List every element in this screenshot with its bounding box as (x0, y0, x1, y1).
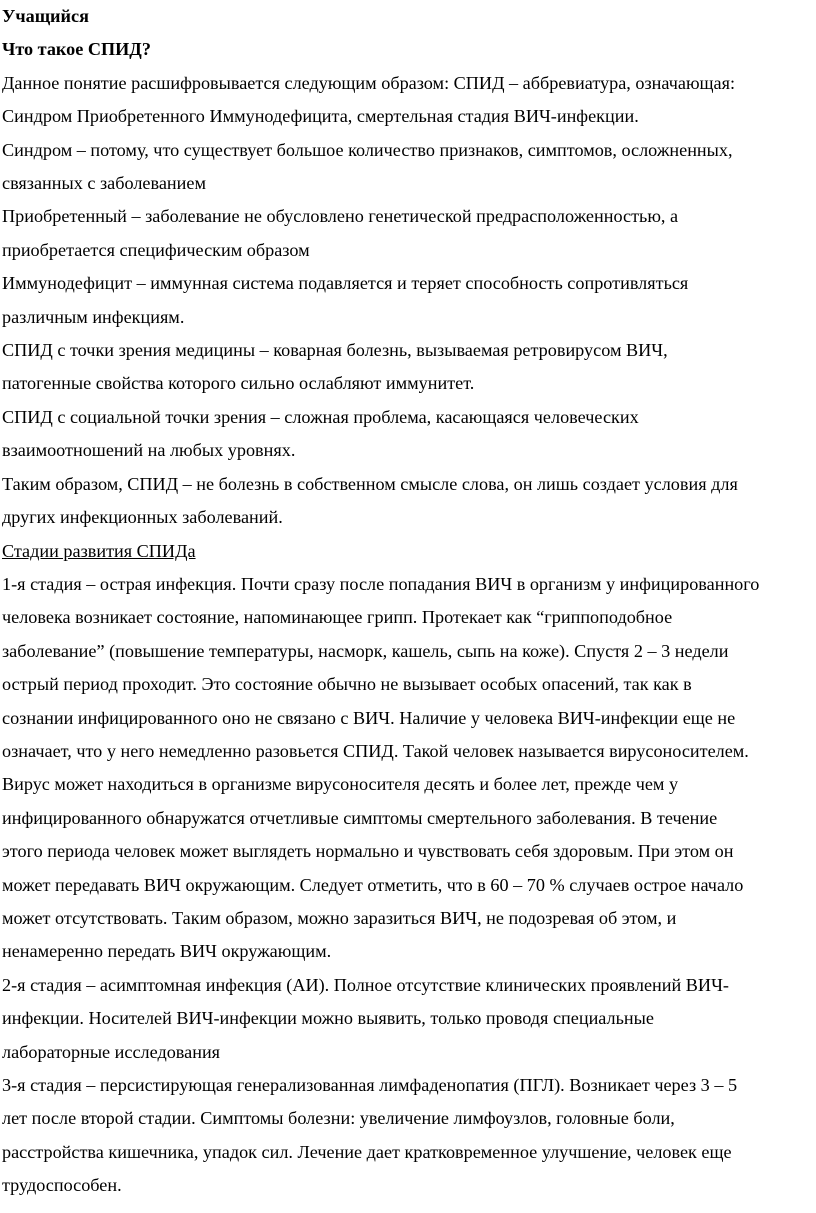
text-line: заболевание” (повышение температуры, насморк, кашель, сыпь на коже). Спустя 2 – 3 недели (2, 640, 729, 661)
text-line: может передавать ВИЧ окружающим. Следует отметить, что в 60 – 70 % случаев острое начало (2, 874, 744, 895)
text-line: различным инфекциям. (2, 306, 185, 327)
text-line: приобретается специфическим образом (2, 239, 310, 260)
text-line: Таким образом, СПИД – не болезнь в собственном смысле слова, он лишь создает условия для (2, 473, 738, 494)
text-line: 2-я стадия – асимптомная инфекция (АИ). Полное отсутствие клинических проявлений ВИЧ- (2, 974, 729, 995)
text-line: Вирус может находиться в организме вирусоносителя десять и более лет, прежде чем у (2, 774, 679, 795)
text-line: взаимоотношений на любых уровнях. (2, 440, 296, 461)
author-label: Учащийся (2, 6, 89, 26)
text-line: Синдром – потому, что существует большое количество признаков, симптомов, осложненных, (2, 139, 733, 160)
text-line: расстройства кишечника, упадок сил. Лечение дает кратковременное улучшение, человек еще (2, 1141, 732, 1162)
text-line: сознании инфицированного оно не связано с ВИЧ. Наличие у человека ВИЧ-инфекции еще не (2, 707, 736, 728)
text-line: патогенные свойства которого сильно ослабляют иммунитет. (2, 373, 475, 394)
text-line: Данное понятие расшифровывается следующим образом: СПИД – аббревиатура, означающая: (2, 72, 736, 93)
text-line: человека возникает состояние, напоминающее грипп. Протекает как “гриппоподобное (2, 607, 673, 628)
text-line: Синдром Приобретенного Иммунодефицита, смертельная стадия ВИЧ-инфекции. (2, 106, 639, 127)
text-line: Иммунодефицит – иммунная система подавляется и теряет способность сопротивляться (2, 273, 689, 294)
text-line: СПИД с социальной точки зрения – сложная проблема, касающаяся человеческих (2, 406, 639, 427)
text-line: связанных с заболеванием (2, 173, 206, 194)
text-line: других инфекционных заболеваний. (2, 507, 283, 528)
text-line: трудоспособен. (2, 1175, 122, 1196)
text-line: 3-я стадия – персистирующая генерализованная лимфаденопатия (ПГЛ). Возникает через 3 – 5 (2, 1075, 738, 1095)
text-line: ненамеренно передать ВИЧ окружающим. (2, 941, 332, 962)
text-line: 1-я стадия – острая инфекция. Почти сразу после попадания ВИЧ в организм у инфицированного (2, 573, 760, 594)
text-line: инфекции. Носителей ВИЧ-инфекции можно выявить, только проводя специальные (2, 1008, 654, 1029)
text-line: может отсутствовать. Таким образом, можно заразиться ВИЧ, не подозревая об этом, и (2, 907, 677, 928)
text-line: инфицированного обнаружатся отчетливые симптомы смертельного заболевания. В течение (2, 807, 718, 828)
document-title: Что такое СПИД? (2, 39, 151, 60)
text-line: означает, что у него немедленно разовьется СПИД. Такой человек называется вирусоносителем. (2, 740, 749, 761)
text-line: Приобретенный – заболевание не обусловлено генетической предрасположенностью, а (2, 206, 679, 227)
section-heading: Стадии развития СПИДа (2, 540, 196, 561)
text-line: лет после второй стадии. Симптомы болезни: увеличение лимфоузлов, головные боли, (2, 1108, 675, 1129)
text-line: этого периода человек может выглядеть нормально и чувствовать себя здоровым. При этом он (2, 841, 734, 862)
text-line: СПИД с точки зрения медицины – коварная болезнь, вызываемая ретровирусом ВИЧ, (2, 340, 668, 361)
text-line: острый период проходит. Это состояние обычно не вызывает особых опасений, так как в (2, 674, 692, 695)
text-line: лабораторные исследования (2, 1041, 221, 1062)
